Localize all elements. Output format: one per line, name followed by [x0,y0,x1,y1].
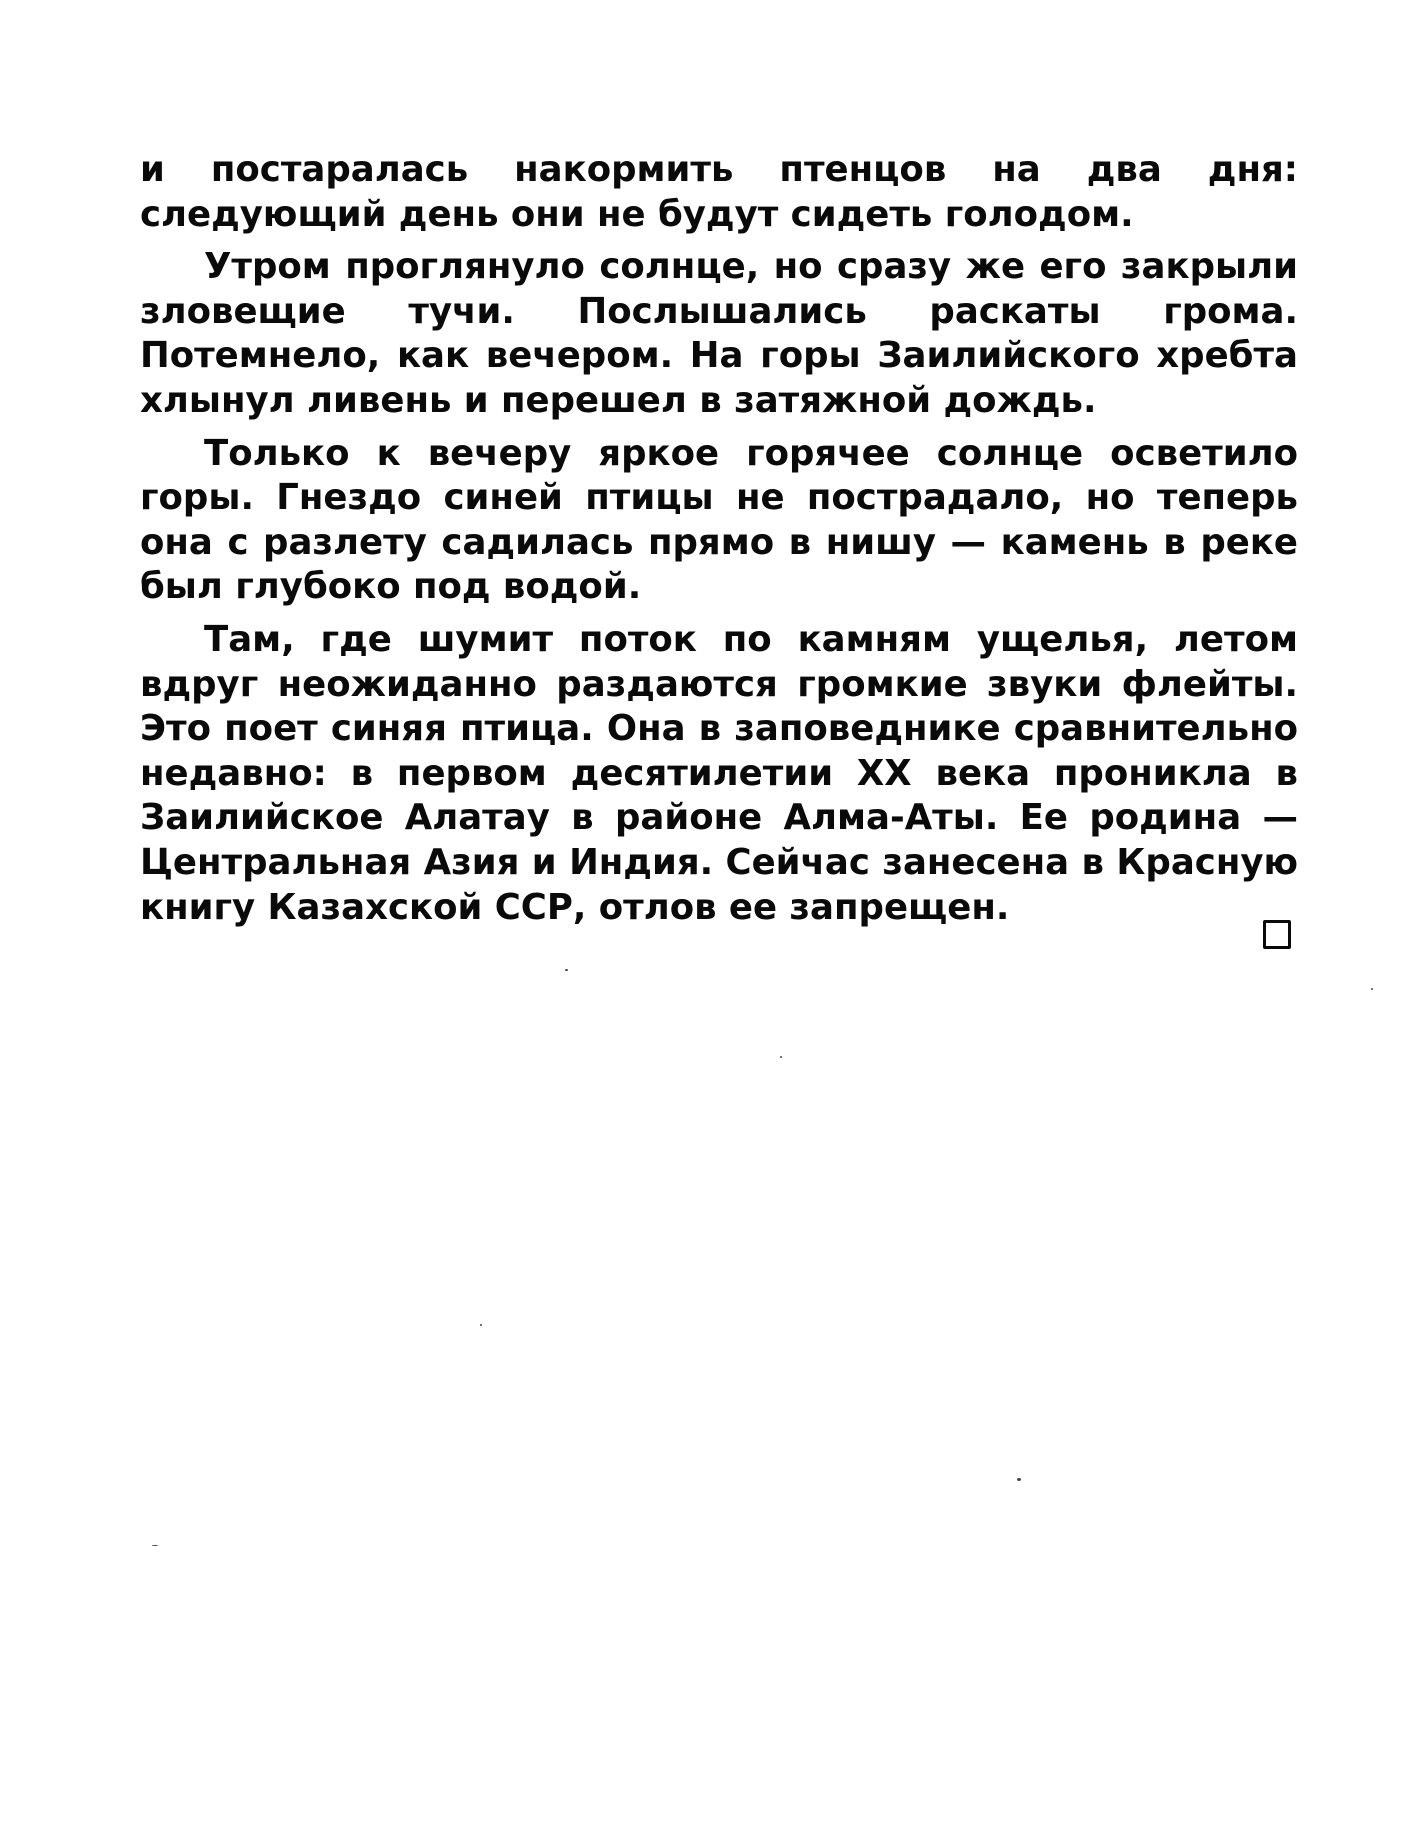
scan-speck [565,969,568,971]
scan-speck [1371,988,1373,990]
paragraph-3: Только к вечеру яркое горячее солнце осветило горы. Гнездо синей птицы не пострадало, но теперь она с разлету садилась прямо в нишу — камень в реке был глубоко под водой. [140,432,1298,608]
scan-speck [1017,1478,1021,1481]
scan-speck [780,1056,782,1058]
paragraph-4: Там, где шумит поток по камням ущелья, летом вдруг неожиданно раздаются громкие звуки флейты. Это поет синяя птица. Она в заповеднике сравнительно недавно: в первом десятилетии XX века проникла в Заилийское Алатау в районе Алма-Аты. Ее родина — Центральная Азия и Индия. Сейчас занесена в Красную книгу Казахской ССР, отлов ее запрещен. [140,618,1298,928]
paragraph-1: и постаралась накормить птенцов на два дня: следующий день они не будут сидеть голодом. [140,149,1298,235]
body-text [140,148,1298,938]
scan-speck [152,1545,158,1546]
scan-speck [480,1324,482,1326]
paragraph-2: Утром проглянуло солнце, но сразу же его закрыли зловещие тучи. Послышались раскаты грома. Потемнело, как вечером. На горы Заилийского хребта хлынул ливень и перешел в затяжной дождь. [140,246,1298,421]
end-of-section-square-icon [1263,920,1291,949]
